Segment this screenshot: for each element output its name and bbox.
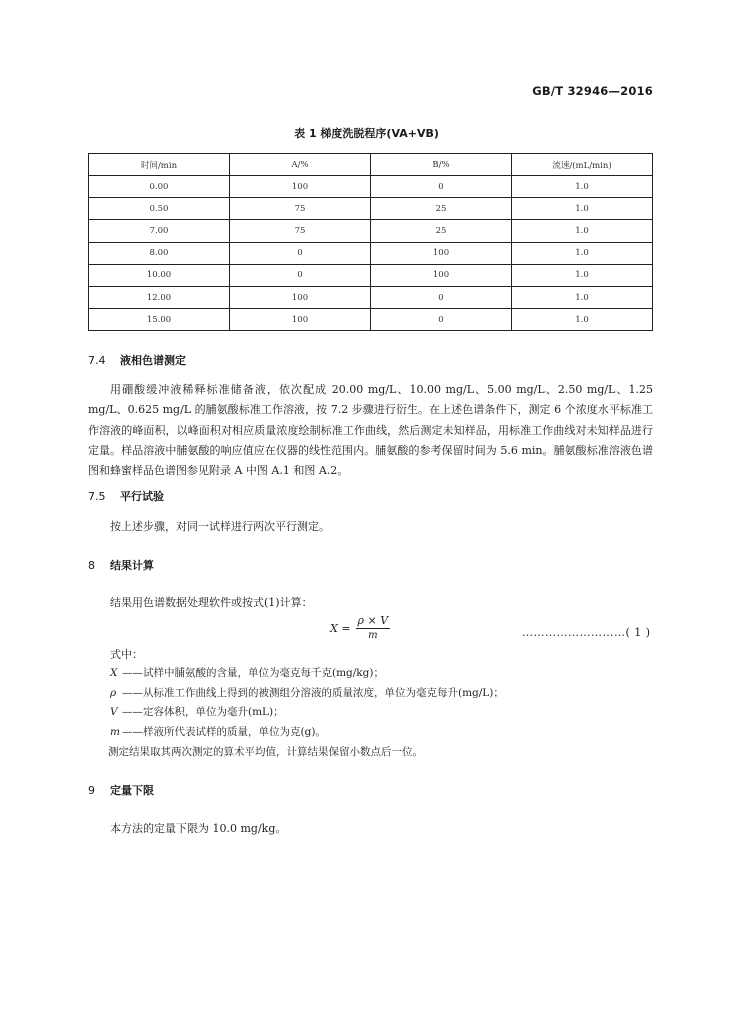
table-cell: 15.00 xyxy=(89,309,230,331)
variable-description: ——定容体积，单位为毫升(mL)； xyxy=(122,706,284,719)
table-cell: 7.00 xyxy=(89,220,230,242)
table-cell: 1.0 xyxy=(512,286,653,308)
table-row xyxy=(89,198,653,220)
table-cell: 10.00 xyxy=(89,264,230,286)
table-cell: 100 xyxy=(230,309,371,331)
table-caption xyxy=(0,125,733,141)
table-row xyxy=(89,286,653,308)
table-cell: 25 xyxy=(371,220,512,242)
variable-description: ——样液所代表试样的质量，单位为克(g)。 xyxy=(122,726,326,739)
table-cell: 0 xyxy=(230,264,371,286)
column-header-a: A/% xyxy=(230,154,371,176)
column-header-time: 时间/min xyxy=(89,154,230,176)
gradient-elution-table xyxy=(88,153,653,331)
table-cell: 100 xyxy=(230,176,371,198)
table-cell: 1.0 xyxy=(512,176,653,198)
formula-numerator: ρ × V xyxy=(357,614,389,627)
section-7-5-body: 按上述步骤，对同一试样进行两次平行测定。 xyxy=(110,520,330,533)
standard-code: GB/T 32946—2016 xyxy=(532,84,653,98)
table-caption-text: 表 1 梯度洗脱程序 xyxy=(294,127,387,140)
where-label: 式中： xyxy=(110,648,143,661)
section-title: 液相色谱测定 xyxy=(120,354,186,367)
section-8-heading xyxy=(88,557,154,573)
variable-definition xyxy=(110,684,504,704)
table-caption-formula: (VA+VB) xyxy=(386,127,439,140)
table-row xyxy=(89,176,653,198)
table-cell: 75 xyxy=(230,220,371,242)
variable-symbol: ρ xyxy=(110,686,117,699)
variable-definitions xyxy=(110,664,504,762)
equation-number: ………………………( 1 ) xyxy=(522,626,651,639)
result-note: 测定结果取其两次测定的算术平均值，计算结果保留小数点后一位。 xyxy=(108,745,423,758)
variable-description: ——从标准工作曲线上得到的被测组分溶液的质量浓度，单位为毫克每升(mg/L)； xyxy=(122,686,504,699)
section-7-4-heading xyxy=(88,352,186,368)
table-header-row xyxy=(89,154,653,176)
formula-denominator: m xyxy=(368,630,378,641)
table-cell: 100 xyxy=(371,264,512,286)
table-cell: 75 xyxy=(230,198,371,220)
result-formula xyxy=(330,614,390,643)
variable-definition xyxy=(110,723,504,743)
column-header-flow: 流速/(mL/min) xyxy=(512,154,653,176)
table-row xyxy=(89,309,653,331)
variable-symbol: V xyxy=(110,706,118,719)
section-title: 定量下限 xyxy=(110,784,154,797)
table-cell: 100 xyxy=(371,242,512,264)
section-number: 7.5 xyxy=(88,490,106,503)
table-cell: 0 xyxy=(230,242,371,264)
section-9-body: 本方法的定量下限为 10.0 mg/kg。 xyxy=(110,822,287,835)
table-cell: 0.00 xyxy=(89,176,230,198)
table-cell: 0 xyxy=(371,309,512,331)
section-title: 结果计算 xyxy=(110,559,154,572)
variable-description: ——试样中脯氨酸的含量，单位为毫克每千克(mg/kg)； xyxy=(122,667,384,679)
section-number: 9 xyxy=(88,784,95,797)
table-cell: 0 xyxy=(371,176,512,198)
section-number: 7.4 xyxy=(88,354,106,367)
variable-definition xyxy=(110,703,504,723)
section-9-heading xyxy=(88,782,154,798)
variable-symbol: m xyxy=(110,726,120,739)
variable-definition xyxy=(110,664,504,684)
section-title: 平行试验 xyxy=(120,490,164,503)
variable-symbol: X xyxy=(110,667,118,679)
table-cell: 8.00 xyxy=(89,242,230,264)
column-header-b: B/% xyxy=(371,154,512,176)
formula-lhs: X = xyxy=(330,622,351,635)
section-7-4-body: 用硼酸缓冲液稀释标准储备液，依次配成 20.00 mg/L、10.00 mg/L、5.00 mg/L、2.50 mg/L、1.25 mg/L、0.625 mg/L 的脯氨酸标准工作溶液，按 7.2 步骤进行衍生。在上述色谱条件下，测定 6 个浓度水平标准工作溶液的峰面积，以峰面积对相应质量浓度绘制标准工作曲线，然后测定未知样品，用标准工作曲线对未知样品进行定量。样品溶液中脯氨酸的响应值应在仪器的线性范围内。脯氨酸的参考保留时间为 5.6 min。脯氨酸标准溶液色谱图和蜂蜜样品色谱图参见附录 A 中图 A.1 和图 A.2。 xyxy=(88,383,653,478)
table-cell: 25 xyxy=(371,198,512,220)
table-cell: 12.00 xyxy=(89,286,230,308)
table-cell: 1.0 xyxy=(512,220,653,242)
table-cell: 0 xyxy=(371,286,512,308)
calculation-intro: 结果用色谱数据处理软件或按式(1)计算： xyxy=(110,596,313,609)
table-cell: 0.50 xyxy=(89,198,230,220)
table-cell: 100 xyxy=(230,286,371,308)
table-cell: 1.0 xyxy=(512,242,653,264)
table-cell: 1.0 xyxy=(512,309,653,331)
table-row xyxy=(89,264,653,286)
section-7-5-heading xyxy=(88,488,164,504)
section-number: 8 xyxy=(88,559,95,572)
table-cell: 1.0 xyxy=(512,264,653,286)
table-row xyxy=(89,242,653,264)
table-row xyxy=(89,220,653,242)
table-cell: 1.0 xyxy=(512,198,653,220)
